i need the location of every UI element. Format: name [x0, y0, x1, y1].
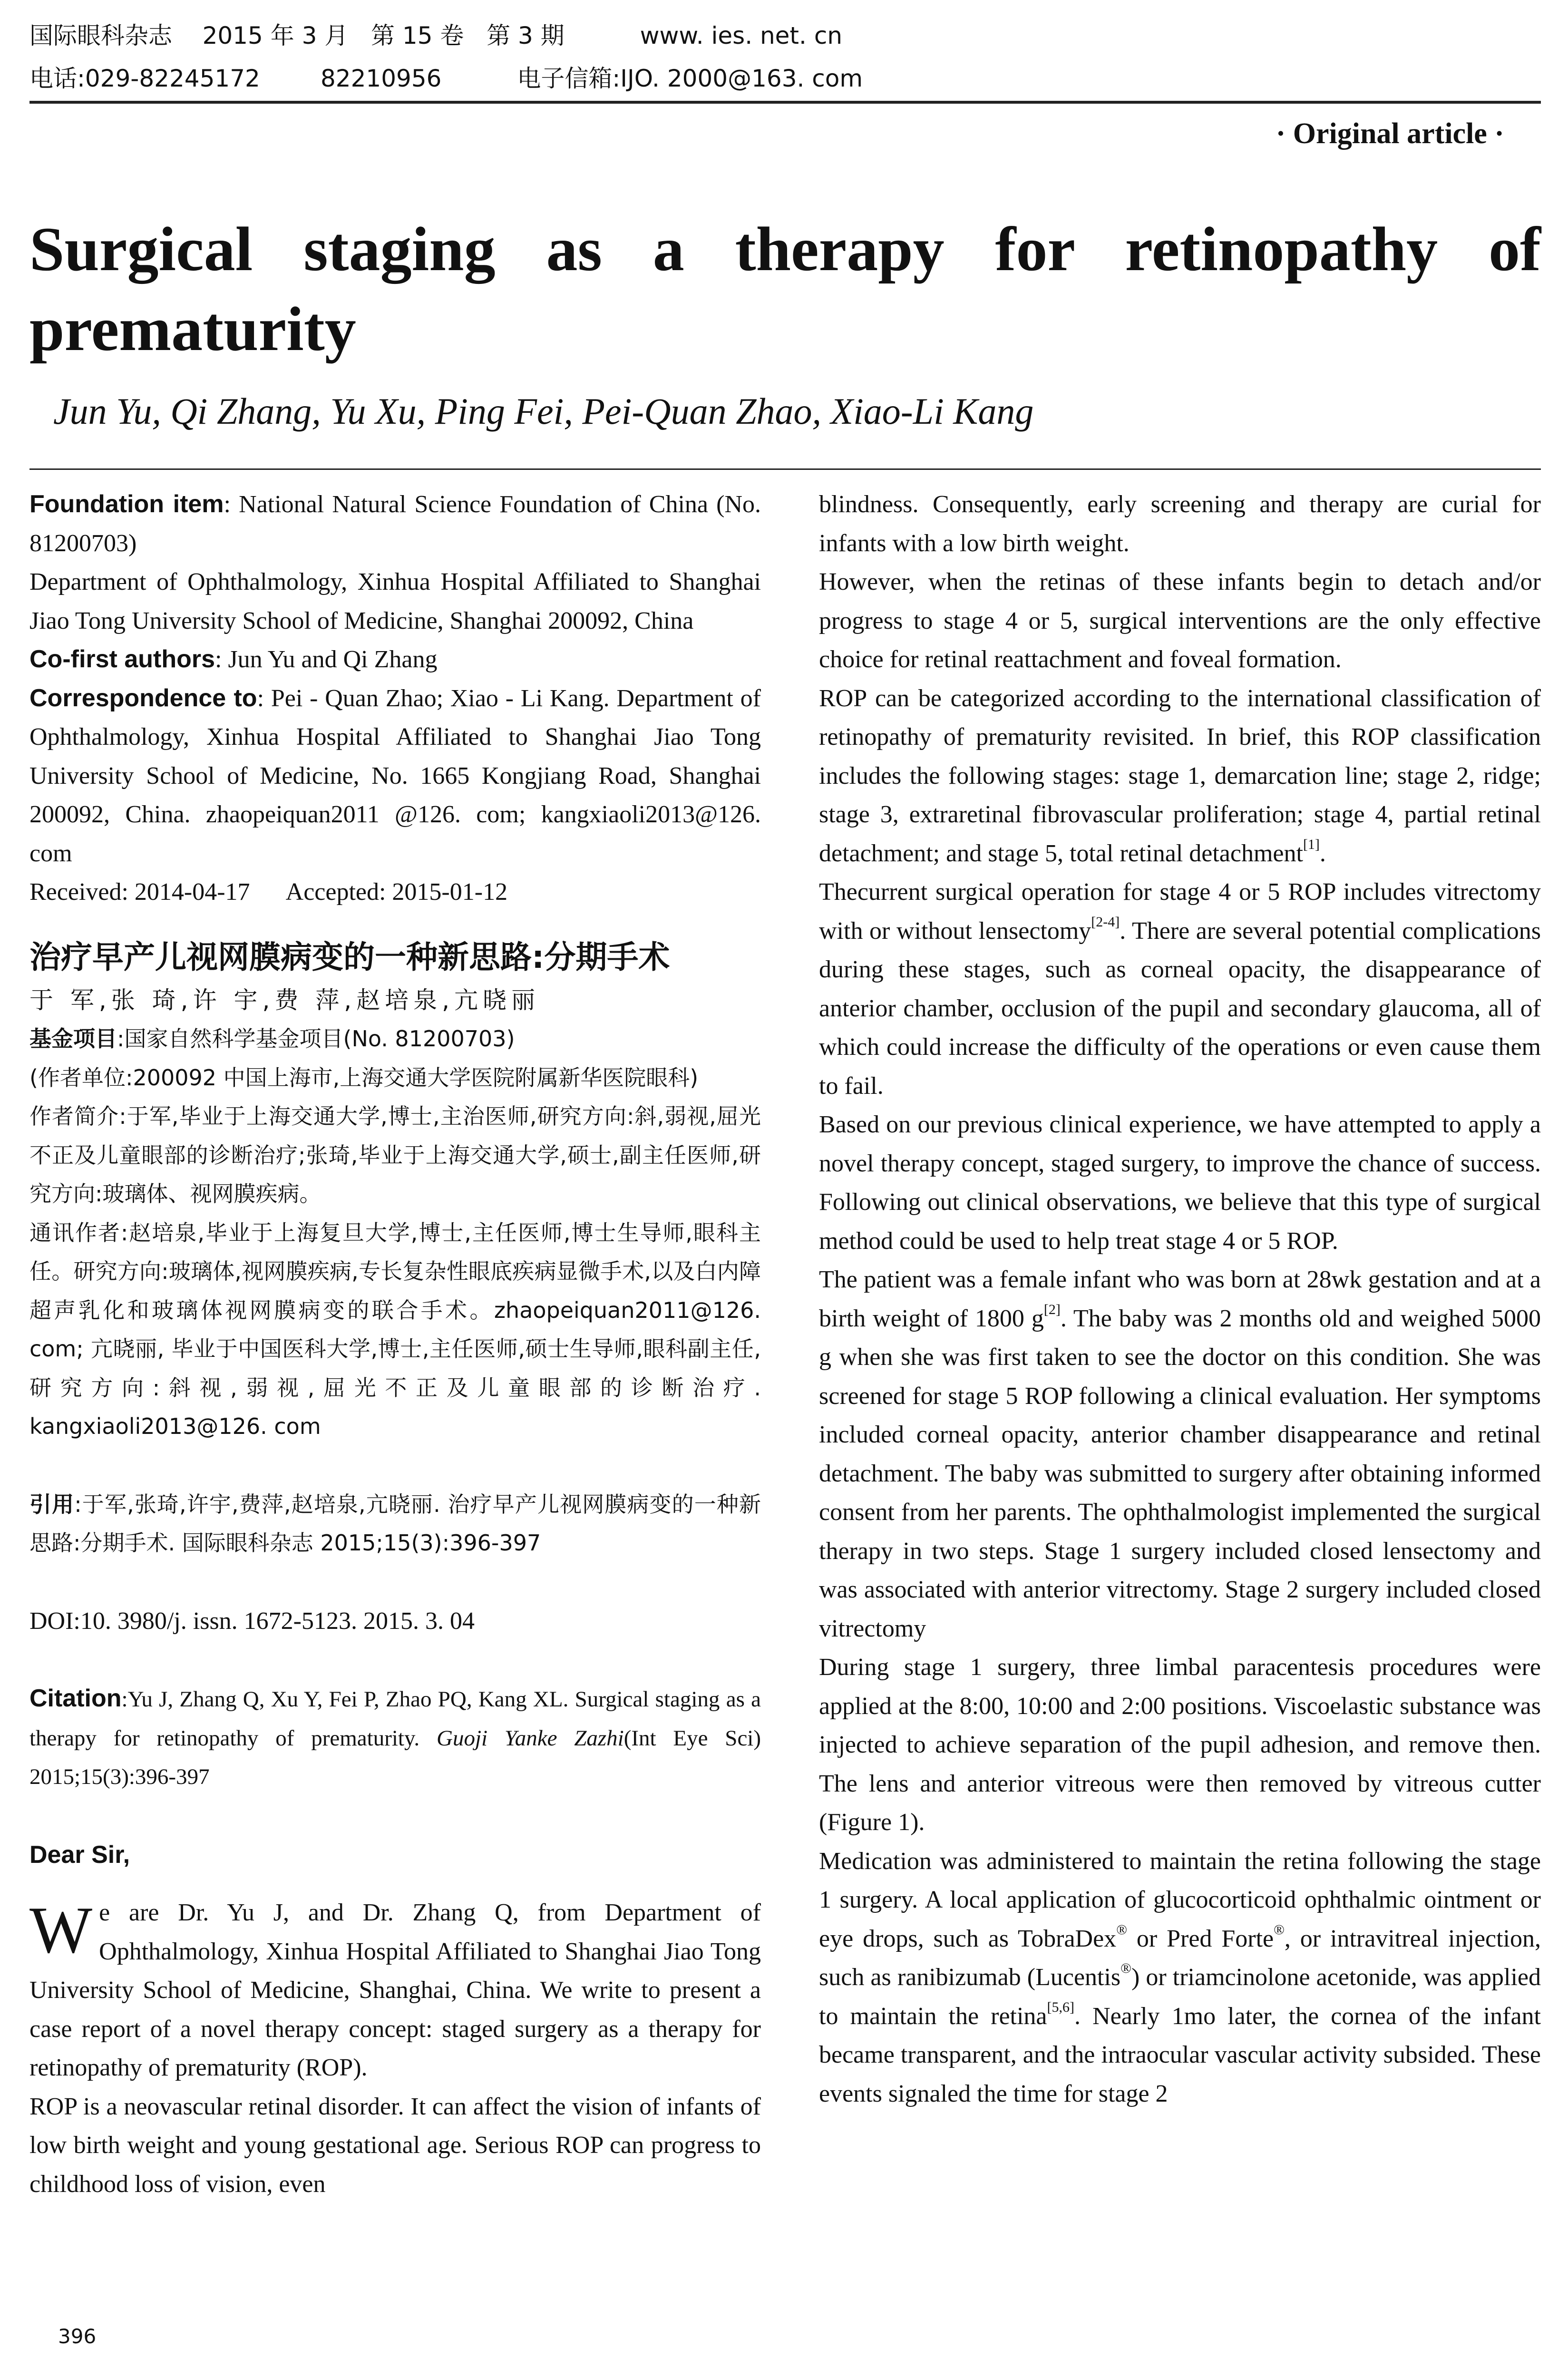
- body-paragraph-2: However, when the retinas of these infants begin to detach and/or progress to stage 4 or 5, surgical interventions are the only effective choice for retinal reattachment and foveal formation.: [819, 568, 1541, 673]
- body-paragraph-6: The patient was a female infant who was born at 28wk gestation and at a birth weight of 1800 g[2]. The baby was 2 months old and weighed 5000 g when she was first taken to see the doctor on this condition. She was screened for stage 5 ROP following a clinical evaluation. Her symptoms included corneal opacity, anterior chamber disappearance and retinal detachment. The baby was submitted to surgery after obtaining informed consent from her parents. The ophthalmologist implemented the surgical therapy in two steps. Stage 1 surgery included closed lensectomy and was associated with anterior vitrectomy. Stage 2 surgery included closed vitrectomy: [819, 1266, 1541, 1642]
- body-paragraph-4: Thecurrent surgical operation for stage 4 or 5 ROP includes vitrectomy with or without lensectomy[2-4]. There are several potential complications during these stages, such as corneal opacity, the disappearance of anterior chamber, occlusion of the pupil and secondary glaucoma, all of which could increase the difficulty of the operations or even cause them to fail.: [819, 878, 1541, 1100]
- journal-header-line1: 国际眼科杂志 2015 年 3 月 第 15 卷 第 3 期 www. ies. net. cn: [29, 22, 843, 49]
- chinese-author-bio: 作者简介:于军,毕业于上海交通大学,博士,主治医师,研究方向:斜,弱视,屈光不正及儿童眼部的诊断治疗;张琦,毕业于上海交通大学,硕士,副主任医师,研究方向:玻璃体、视网膜疾病。: [29, 1103, 761, 1207]
- body-paragraph-5: Based on our previous clinical experience, we have attempted to apply a novel therapy concept, staged surgery, to improve the chance of success. Following out clinical observations, we believe that this type of surgical method could be used to help treat stage 4 or 5 ROP.: [819, 1111, 1541, 1255]
- chinese-correspondence: 通讯作者:赵培泉,毕业于上海复旦大学,博士,主任医师,博士生导师,眼科主任。研究方向:玻璃体,视网膜疾病,专长复杂性眼底疾病显微手术,以及白内障超声乳化和玻璃体视网膜病变的联合手术。zhaopeiquan2011@126. com; 亢晓丽, 毕业于中国医科大学,博士,主任医师,硕士生导师,眼科副主任,研究方向:斜视,弱视,屈光不正及儿童眼部的诊断治疗. kangxiaoli2013@126. com: [29, 1219, 761, 1439]
- chinese-fund: 基金项目:国家自然科学基金项目(No. 81200703): [29, 1026, 515, 1052]
- chinese-unit: (作者单位:200092 中国上海市,上海交通大学医院附属新华医院眼科): [29, 1064, 699, 1091]
- rop-paragraph: ROP is a neovascular retinal disorder. It can affect the vision of infants of low birth weight and young gestational age. Serious ROP can progress to childhood loss of vision, even: [29, 2093, 761, 2198]
- drop-cap: W: [29, 1893, 93, 1967]
- received-accepted: Received: 2014-04-17 Accepted: 2015-01-12: [29, 878, 508, 906]
- header-rule: [29, 101, 1541, 104]
- page-number: 396: [58, 2325, 97, 2348]
- article-type: · Original article ·: [1276, 117, 1504, 150]
- correspondence: Correspondence to: Pei - Quan Zhao; Xiao - Li Kang. Department of Ophthalmology, Xinhua Hospital Affiliated to Shanghai Jiao Tong University School of Medicine, No. 1665 Kongjiang Road, Shanghai 200092, China. zhaopeiquan2011 @126. com; kangxiaoli2013@126. com: [29, 684, 761, 867]
- salutation: Dear Sir,: [29, 1841, 130, 1869]
- author-list: Jun Yu, Qi Zhang, Yu Xu, Ping Fei, Pei-Quan Zhao, Xiao-Li Kang: [53, 390, 1034, 432]
- body-paragraph-3: ROP can be categorized according to the international classification of retinopathy of prematurity revisited. In brief, this ROP classification includes the following stages: stage 1, demarcation line; stage 2, ridge; stage 3, extraretinal fibrovascular proliferation; stage 4, partial retinal detachment; and stage 5, total retinal detachment[1].: [819, 684, 1541, 867]
- reference-marker: [2-4]: [1091, 914, 1120, 930]
- journal-header-line2: 电话:029-82245172 82210956 电子信箱:IJO. 2000@163. com: [29, 65, 863, 92]
- body-paragraph-8: Medication was administered to maintain the retina following the stage 1 surgery. A local application of glucocorticoid ophthalmic ointment or eye drops, such as TobraDex® or Pred Forte®, or intravitreal injection, such as ranibizumab (Lucentis®) or triamcinolone acetonide, was applied to maintain the retina[5,6]. Nearly 1mo later, the cornea of the infant became transparent, and the intraocular vascular activity subsided. These events signaled the time for stage 2: [819, 1847, 1541, 2107]
- body-paragraph-1: blindness. Consequently, early screening and therapy are curial for infants with a low birth weight.: [819, 491, 1541, 557]
- body-paragraph-7: During stage 1 surgery, three limbal paracentesis procedures were applied at the 8:00, 10:00 and 2:00 positions. Viscoelastic substance was injected to achieve separation of the pupil adhesion, and remove then. The lens and anterior vitreous were then removed by vitreous cutter (Figure 1).: [819, 1654, 1541, 1836]
- co-first-authors: Co-first authors: Jun Yu and Qi Zhang: [29, 645, 438, 673]
- intro-paragraph: We are Dr. Yu J, and Dr. Zhang Q, from Department of Ophthalmology, Xinhua Hospital Affiliated to Shanghai Jiao Tong University School of Medicine, Shanghai, China. We write to present a case report of a novel therapy concept: staged surgery as a therapy for retinopathy of prematurity (ROP).: [29, 1893, 761, 2081]
- foundation-label: Foundation item: [29, 490, 224, 518]
- chinese-citation: 引用:于军,张琦,许宇,费萍,赵培泉,亢晓丽. 治疗早产儿视网膜病变的一种新思路:分期手术. 国际眼科杂志 2015;15(3):396-397: [29, 1491, 761, 1556]
- chinese-authors: 于 军,张 琦,许 宇,费 萍,赵培泉,亢晓丽: [29, 986, 540, 1014]
- reference-marker: [5,6]: [1047, 1999, 1074, 2015]
- citation: Citation:Yu J, Zhang Q, Xu Y, Fei P, Zhao PQ, Kang XL. Surgical staging as a therapy for retinopathy of prematurity. Guoji Yanke Zazhi(Int Eye Sci) 2015;15(3):396-397: [29, 1685, 761, 1789]
- reference-marker: [2]: [1043, 1301, 1061, 1317]
- department: Department of Ophthalmology, Xinhua Hospital Affiliated to Shanghai Jiao Tong University School of Medicine, Shanghai 200092, China: [29, 568, 761, 634]
- title-rule: [29, 468, 1541, 470]
- reference-marker: [1]: [1303, 836, 1320, 852]
- right-column: [819, 485, 1541, 2113]
- chinese-title: 治疗早产儿视网膜病变的一种新思路:分期手术: [29, 938, 670, 975]
- article-title: Surgical staging as a therapy for retinopathy of prematurity: [29, 214, 1541, 364]
- doi: DOI:10. 3980/j. issn. 1672-5123. 2015. 3. 04: [29, 1607, 475, 1635]
- foundation-item: Foundation item: National Natural Science Foundation of China (No. 81200703): [29, 490, 761, 557]
- left-column: [29, 485, 761, 2203]
